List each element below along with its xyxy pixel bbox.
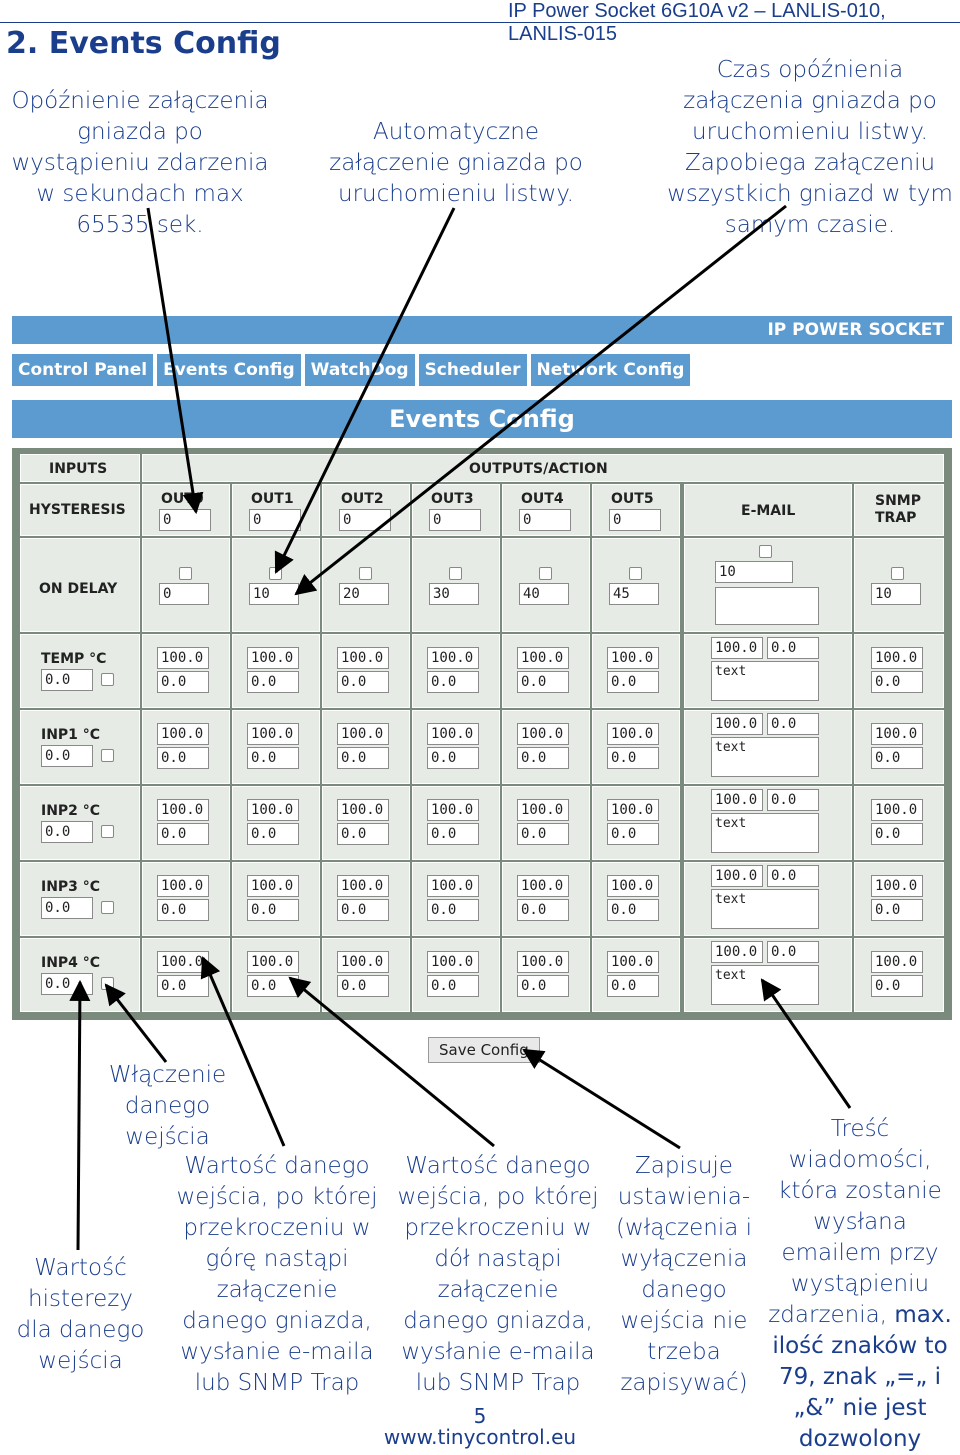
note-message-text: Treść wiadomości, która zostanie wysłana emailem przy wystąpieniu zdarzenia,	[768, 1116, 942, 1328]
threshold-low-input[interactable]: 0.0	[157, 975, 209, 997]
threshold-low-input[interactable]: 0.0	[157, 823, 209, 845]
input-hysteresis-field[interactable]: 0.0	[41, 745, 93, 767]
threshold-low-input[interactable]: 0.0	[607, 671, 659, 693]
threshold-high-input[interactable]: 100.0	[427, 723, 479, 745]
threshold-low-input[interactable]: 0.0	[247, 747, 299, 769]
out1-delay-input[interactable]: 10	[249, 583, 299, 605]
tab-watchdog[interactable]: WatchDog	[305, 354, 415, 386]
threshold-low-input[interactable]: 0.0	[517, 975, 569, 997]
threshold-low-input[interactable]: 0.0	[247, 671, 299, 693]
threshold-high-input[interactable]: 100.0	[157, 723, 209, 745]
out1-label: OUT1	[251, 491, 294, 507]
snmp-threshold-low[interactable]: 0.0	[871, 899, 923, 921]
page-title: Events Config	[12, 400, 952, 438]
threshold-high-input[interactable]: 100.0	[517, 723, 569, 745]
threshold-low-input[interactable]: 0.0	[247, 975, 299, 997]
out2-hysteresis-input[interactable]: 0	[339, 509, 391, 531]
threshold-high-input[interactable]: 100.0	[247, 723, 299, 745]
doc-header: IP Power Socket 6G10A v2 – LANLIS-010, LANLIS-015	[508, 0, 886, 45]
out5-delay-input[interactable]: 45	[609, 583, 659, 605]
input-row-label: INP3 °C	[41, 879, 101, 895]
out4-label: OUT4	[521, 491, 564, 507]
threshold-high-input[interactable]: 100.0	[427, 799, 479, 821]
threshold-high-input[interactable]: 100.0	[337, 647, 389, 669]
tab-control-panel[interactable]: Control Panel	[12, 354, 153, 386]
threshold-low-input[interactable]: 0.0	[427, 899, 479, 921]
save-config-button[interactable]: Save Config	[428, 1037, 540, 1063]
input-hysteresis-field[interactable]: 0.0	[41, 669, 93, 691]
snmp-threshold-high[interactable]: 100.0	[871, 723, 923, 745]
tab-events-config[interactable]: Events Config	[157, 354, 301, 386]
threshold-high-input[interactable]: 100.0	[607, 647, 659, 669]
input-row-label: INP4 °C	[41, 955, 101, 971]
snmp-delay-input[interactable]: 10	[871, 583, 921, 605]
on-delay-label: ON DELAY	[39, 581, 118, 597]
threshold-low-input[interactable]: 0.0	[157, 671, 209, 693]
threshold-low-input[interactable]: 0.0	[517, 899, 569, 921]
snmp-threshold-high[interactable]: 100.0	[871, 799, 923, 821]
note-enable: Włączenie danego wejścia	[108, 1062, 227, 1150]
page-number: 5	[473, 1404, 487, 1428]
threshold-low-input[interactable]: 0.0	[157, 747, 209, 769]
arrow-up	[203, 958, 284, 1146]
out5-hysteresis-input[interactable]: 0	[609, 509, 661, 531]
threshold-high-input[interactable]: 100.0	[607, 723, 659, 745]
input-hysteresis-field[interactable]: 0.0	[41, 973, 93, 995]
out4-hysteresis-input[interactable]: 0	[519, 509, 571, 531]
email-threshold-high[interactable]: 100.0	[711, 865, 763, 887]
out1-hysteresis-input[interactable]: 0	[249, 509, 301, 531]
inputs-header: INPUTS	[49, 461, 108, 477]
arrow-hysteresis	[78, 982, 80, 1250]
threshold-low-input[interactable]: 0.0	[517, 671, 569, 693]
footer-url: www.tinycontrol.eu	[383, 1425, 577, 1449]
snmp-threshold-high[interactable]: 100.0	[871, 951, 923, 973]
note-delay: Opóźnienie załączenia gniazda po wystąpieniu zdarzenia w sekundach max 65535 sek.	[11, 88, 269, 238]
threshold-low-input[interactable]: 0.0	[427, 747, 479, 769]
section-title: 2. Events Config	[6, 26, 281, 61]
tab-network-config[interactable]: Network Config	[531, 354, 691, 386]
threshold-high-input[interactable]: 100.0	[157, 951, 209, 973]
brand-label: IP POWER SOCKET	[767, 320, 944, 340]
threshold-high-input[interactable]: 100.0	[247, 799, 299, 821]
threshold-high-input[interactable]: 100.0	[607, 799, 659, 821]
threshold-high-input[interactable]: 100.0	[517, 951, 569, 973]
threshold-low-input[interactable]: 0.0	[427, 823, 479, 845]
input-row-label: TEMP °C	[41, 651, 107, 667]
threshold-high-input[interactable]: 100.0	[247, 875, 299, 897]
email-label: E-MAIL	[741, 503, 796, 519]
threshold-low-input[interactable]: 0.0	[607, 899, 659, 921]
tab-scheduler[interactable]: Scheduler	[419, 354, 527, 386]
input-hysteresis-field[interactable]: 0.0	[41, 897, 93, 919]
arrow-save	[524, 1050, 680, 1148]
note-time: Czas opóźnienia załączenia gniazda po uruchomieniu listwy. Zapobiega załączeniu wszystkich gniazd w tym samym czasie.	[667, 57, 953, 238]
threshold-high-input[interactable]: 100.0	[517, 647, 569, 669]
email-threshold-low[interactable]: 0.0	[767, 713, 819, 735]
threshold-high-input[interactable]: 100.0	[607, 875, 659, 897]
threshold-low-input[interactable]: 0.0	[427, 671, 479, 693]
arrow-enable	[106, 985, 166, 1062]
threshold-high-input[interactable]: 100.0	[427, 951, 479, 973]
email-delay-input[interactable]: 10	[715, 561, 793, 583]
note-auto: Automatyczne załączenie gniazda po uruchomieniu listwy.	[329, 119, 583, 207]
email-threshold-high[interactable]: 100.0	[711, 789, 763, 811]
out0-hysteresis-input[interactable]: 0	[159, 509, 211, 531]
threshold-high-input[interactable]: 100.0	[607, 951, 659, 973]
threshold-high-input[interactable]: 100.0	[427, 647, 479, 669]
email-threshold-low[interactable]: 0.0	[767, 637, 819, 659]
threshold-low-input[interactable]: 0.0	[517, 823, 569, 845]
snmp-threshold-high[interactable]: 100.0	[871, 875, 923, 897]
out2-label: OUT2	[341, 491, 384, 507]
threshold-low-input[interactable]: 0.0	[157, 899, 209, 921]
threshold-high-input[interactable]: 100.0	[427, 875, 479, 897]
note-down: Wartość danego wejścia, po której przekroczeniu w dół nastąpi załączenie danego gniazda, wysłanie e-maila lub SNMP Trap	[397, 1153, 599, 1396]
threshold-high-input[interactable]: 100.0	[157, 799, 209, 821]
threshold-low-input[interactable]: 0.0	[337, 899, 389, 921]
threshold-low-input[interactable]: 0.0	[247, 823, 299, 845]
threshold-low-input[interactable]: 0.0	[337, 747, 389, 769]
threshold-high-input[interactable]: 100.0	[247, 951, 299, 973]
input-row-label: INP1 °C	[41, 727, 101, 743]
out4-delay-input[interactable]: 40	[519, 583, 569, 605]
threshold-low-input[interactable]: 0.0	[607, 823, 659, 845]
arrow-down	[290, 978, 494, 1146]
email-message-textarea[interactable]: text	[711, 661, 819, 701]
out2-delay-input[interactable]: 20	[339, 583, 389, 605]
threshold-high-input[interactable]: 100.0	[157, 875, 209, 897]
arrow-delay	[148, 208, 196, 512]
threshold-high-input[interactable]: 100.0	[337, 723, 389, 745]
email-message-textarea[interactable]: text	[711, 737, 819, 777]
out0-label: OUT0	[161, 491, 204, 507]
email-message-textarea[interactable]: text	[711, 965, 819, 1005]
email-threshold-high[interactable]: 100.0	[711, 637, 763, 659]
out3-delay-input[interactable]: 30	[429, 583, 479, 605]
snmp-threshold-low[interactable]: 0.0	[871, 671, 923, 693]
email-threshold-low[interactable]: 0.0	[767, 789, 819, 811]
arrow-time	[296, 206, 786, 594]
note-message-limit: max. ilość znaków to 79, znak „=„ i „&” nie jest dozwolony	[772, 1302, 952, 1452]
out0-delay-input[interactable]: 0	[159, 583, 209, 605]
email-message-textarea[interactable]: text	[711, 813, 819, 853]
outputs-header: OUTPUTS/ACTION	[469, 461, 608, 477]
email-message-textarea[interactable]: text	[711, 889, 819, 929]
snmp-threshold-low[interactable]: 0.0	[871, 975, 923, 997]
threshold-low-input[interactable]: 0.0	[247, 899, 299, 921]
note-hysteresis: Wartość histerezy dla danego wejścia	[16, 1255, 145, 1374]
out3-hysteresis-input[interactable]: 0	[429, 509, 481, 531]
threshold-low-input[interactable]: 0.0	[427, 975, 479, 997]
threshold-low-input[interactable]: 0.0	[337, 671, 389, 693]
input-row-label: INP2 °C	[41, 803, 101, 819]
out5-label: OUT5	[611, 491, 654, 507]
threshold-high-input[interactable]: 100.0	[157, 647, 209, 669]
threshold-low-input[interactable]: 0.0	[337, 823, 389, 845]
threshold-low-input[interactable]: 0.0	[517, 747, 569, 769]
snmp-threshold-low[interactable]: 0.0	[871, 823, 923, 845]
threshold-high-input[interactable]: 100.0	[517, 799, 569, 821]
email-threshold-high[interactable]: 100.0	[711, 713, 763, 735]
snmp-label: SNMP TRAP	[875, 493, 921, 526]
threshold-high-input[interactable]: 100.0	[247, 647, 299, 669]
note-save: Zapisuje ustawienia- (włączenia i wyłączenia danego wejścia nie trzeba zapisywać)	[615, 1153, 753, 1396]
threshold-low-input[interactable]: 0.0	[607, 747, 659, 769]
threshold-low-input[interactable]: 0.0	[607, 975, 659, 997]
input-hysteresis-field[interactable]: 0.0	[41, 821, 93, 843]
email-threshold-high[interactable]: 100.0	[711, 941, 763, 963]
arrow-message	[762, 980, 850, 1108]
threshold-high-input[interactable]: 100.0	[337, 951, 389, 973]
threshold-high-input[interactable]: 100.0	[337, 875, 389, 897]
email-threshold-low[interactable]: 0.0	[767, 941, 819, 963]
snmp-threshold-high[interactable]: 100.0	[871, 647, 923, 669]
hysteresis-label: HYSTERESIS	[29, 502, 126, 518]
threshold-high-input[interactable]: 100.0	[337, 799, 389, 821]
threshold-low-input[interactable]: 0.0	[337, 975, 389, 997]
out3-label: OUT3	[431, 491, 474, 507]
arrow-auto	[276, 208, 454, 572]
note-up: Wartość danego wejścia, po której przekroczeniu w górę nastąpi załączenie danego gniazda, wysłanie e-maila lub SNMP Trap	[176, 1153, 378, 1396]
email-threshold-low[interactable]: 0.0	[767, 865, 819, 887]
snmp-threshold-low[interactable]: 0.0	[871, 747, 923, 769]
threshold-high-input[interactable]: 100.0	[517, 875, 569, 897]
